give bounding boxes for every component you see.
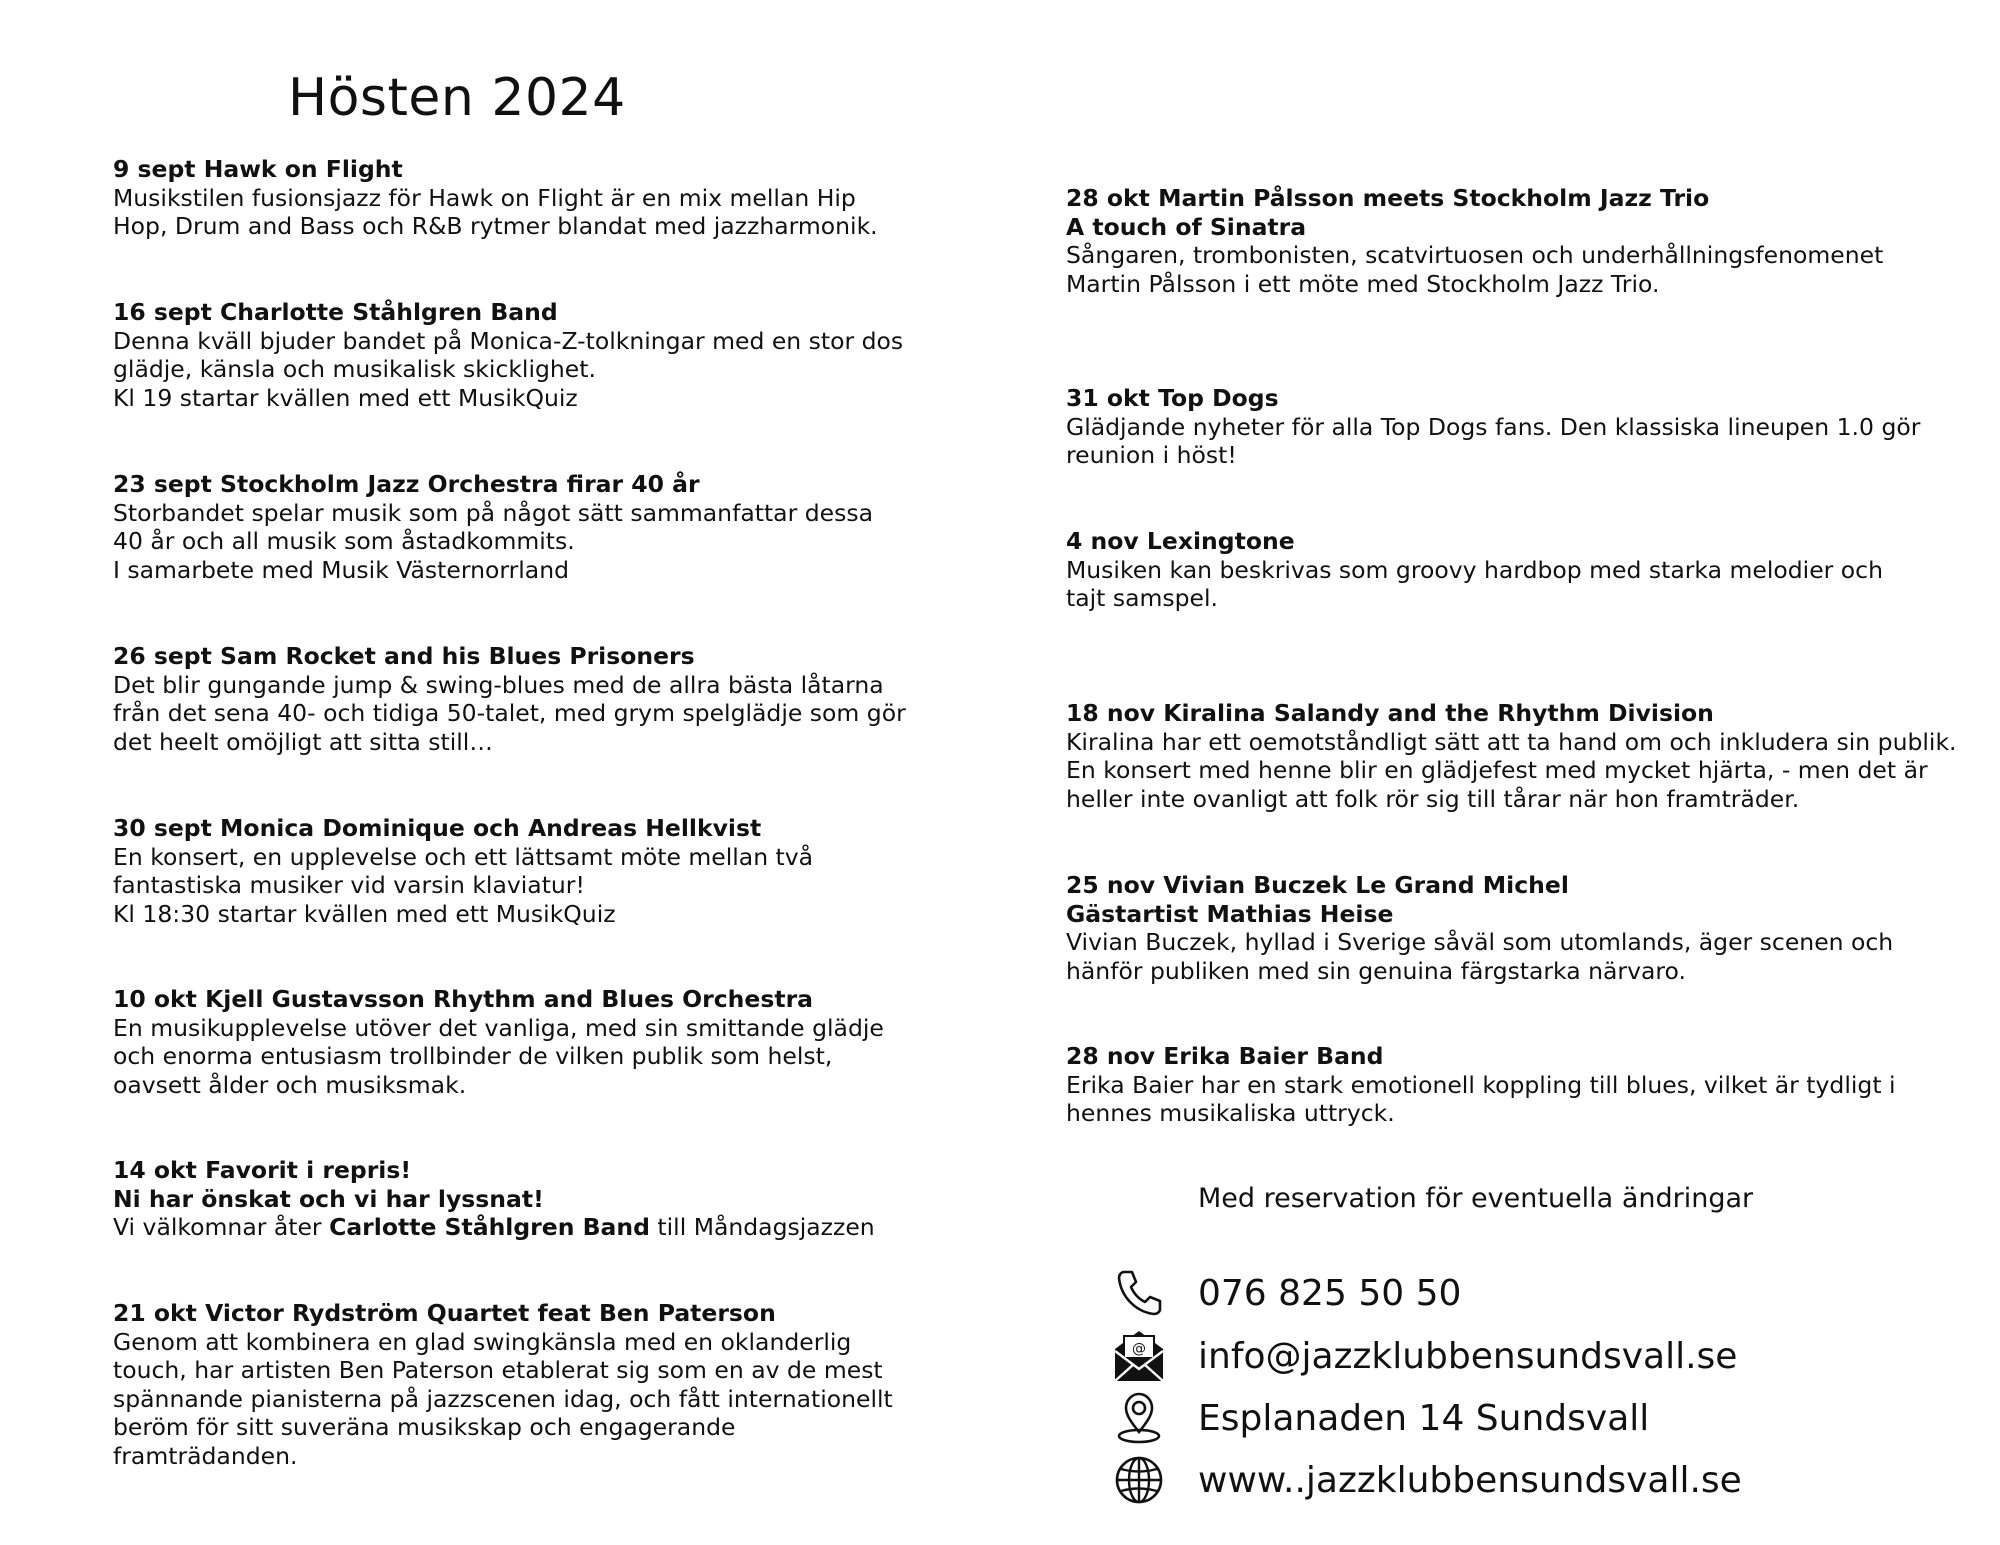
event-description-line: Vivian Buczek, hyllad i Sverige såväl som utomlands, äger scenen och <box>1066 928 1894 956</box>
street-address: Esplanaden 14 Sundsvall <box>1198 1397 1650 1439</box>
event-description-line: och enorma entusiasm trollbinder de vilken publik som helst, <box>113 1042 833 1070</box>
event-description-line: touch, har artisten Ben Paterson etablerat sig som en av de mest <box>113 1356 883 1384</box>
contact-phone <box>1110 1265 1810 1321</box>
event-description-line: det heelt omöjligt att sitta still… <box>113 727 493 756</box>
event-description-line: hennes musikaliska uttryck. <box>1066 1099 1395 1127</box>
event-title: 30 sept Monica Dominique och Andreas Hellkvist <box>113 814 762 842</box>
event-title: 16 sept Charlotte Ståhlgren Band <box>113 298 558 326</box>
event-description-line: reunion i höst! <box>1066 441 1237 469</box>
event-9-sept <box>113 155 1013 241</box>
event-18-nov <box>1066 699 2000 813</box>
event-description-line: Martin Pålsson i ett möte med Stockholm Jazz Trio. <box>1066 269 1660 298</box>
event-26-sept <box>113 642 1013 756</box>
phone-number[interactable]: 076 825 50 50 <box>1198 1272 1462 1314</box>
event-description-line: En konsert, en upplevelse och ett lättsamt möte mellan två <box>113 842 814 871</box>
text-segment: Vi välkomnar åter <box>113 1213 330 1241</box>
event-description-line: tajt samspel. <box>1066 584 1218 612</box>
event-description-line: spännande pianisterna på jazzscenen idag, och fått internationellt <box>113 1384 893 1413</box>
event-subtitle: Gästartist Mathias Heise <box>1066 899 1394 928</box>
event-description-line: Genom att kombinera en glad swingkänsla med en oklanderlig <box>113 1327 852 1356</box>
event-description-line: Musikstilen fusionsjazz för Hawk on Flight är en mix mellan Hip <box>113 183 856 212</box>
event-description-line <box>113 1213 1013 1242</box>
event-description-line: Kl 18:30 startar kvällen med ett MusikQuiz <box>113 899 616 928</box>
event-description-line: Storbandet spelar musik som på något sätt sammanfattar dessa <box>113 498 873 527</box>
contact-address <box>1110 1390 1810 1446</box>
event-description-line: En konsert med henne blir en glädjefest med mycket hjärta, - men det är <box>1066 756 1928 784</box>
event-title: 9 sept Hawk on Flight <box>113 155 403 183</box>
globe-icon <box>1110 1451 1168 1509</box>
contact-email <box>1110 1328 1810 1384</box>
event-title: 28 nov Erika Baier Band <box>1066 1042 1384 1070</box>
event-title: 4 nov Lexingtone <box>1066 527 1295 555</box>
reservation-note: Med reservation för eventuella ändringar <box>1198 1183 1754 1214</box>
contact-web <box>1110 1452 1810 1508</box>
phone-icon <box>1110 1264 1168 1322</box>
event-description-line: heller inte ovanligt att folk rör sig till tårar när hon framträder. <box>1066 784 1800 813</box>
event-title: 23 sept Stockholm Jazz Orchestra firar 40 år <box>113 470 700 498</box>
event-23-sept <box>113 470 1013 584</box>
location-pin-icon <box>1110 1389 1168 1447</box>
event-title: 10 okt Kjell Gustavsson Rhythm and Blues Orchestra <box>113 985 814 1013</box>
event-description-line: Kl 19 startar kvällen med ett MusikQuiz <box>113 383 578 412</box>
event-description-line: Kiralina har ett oemotståndligt sätt att ta hand om och inkludera sin publik. <box>1066 727 1957 756</box>
event-title: 21 okt Victor Rydström Quartet feat Ben Paterson <box>113 1299 776 1327</box>
event-description-line: hänför publiken med sin genuina färgstarka närvaro. <box>1066 956 1686 985</box>
event-10-okt <box>113 985 1013 1099</box>
event-description-line: beröm för sitt suveräna musikskap och engagerande <box>113 1413 736 1441</box>
event-description-line: En musikupplevelse utöver det vanliga, med sin smittande glädje <box>113 1013 884 1042</box>
event-description-line: Denna kväll bjuder bandet på Monica-Z-tolkningar med en stor dos <box>113 326 904 355</box>
text-segment: till Måndagsjazzen <box>649 1213 875 1241</box>
event-title: 28 okt Martin Pålsson meets Stockholm Jazz Trio <box>1066 184 1710 212</box>
website-url[interactable]: www..jazzklubbensundsvall.se <box>1198 1459 1742 1501</box>
event-4-nov <box>1066 527 2000 613</box>
email-address[interactable]: info@jazzklubbensundsvall.se <box>1198 1335 1738 1377</box>
event-description-line: Sångaren, trombonisten, scatvirtuosen och underhållningsfenomenet <box>1066 241 1884 269</box>
event-description-line: I samarbete med Musik Västernorrland <box>113 555 570 584</box>
event-title: 26 sept Sam Rocket and his Blues Prisoners <box>113 642 695 670</box>
event-31-okt <box>1066 384 2000 470</box>
band-name: Carlotte Ståhlgren Band <box>329 1213 650 1241</box>
event-30-sept <box>113 814 1013 928</box>
event-title: 14 okt Favorit i repris! <box>113 1156 412 1184</box>
page-title: Hösten 2024 <box>288 68 626 128</box>
event-description-line: 40 år och all musik som åstadkommits. <box>113 527 575 555</box>
event-28-nov <box>1066 1042 2000 1128</box>
event-16-sept <box>113 298 1013 412</box>
event-28-okt <box>1066 184 2000 298</box>
event-description-line: från det sena 40- och tidiga 50-talet, med grym spelglädje som gör <box>113 699 906 727</box>
event-description-line: Glädjande nyheter för alla Top Dogs fans. Den klassiska lineupen 1.0 gör <box>1066 412 1921 441</box>
event-title: 18 nov Kiralina Salandy and the Rhythm Division <box>1066 699 1714 727</box>
event-description-line: Musiken kan beskrivas som groovy hardbop med starka melodier och <box>1066 555 1883 584</box>
event-description-line: Erika Baier har en stark emotionell koppling till blues, vilket är tydligt i <box>1066 1070 1896 1099</box>
event-description-line: Det blir gungande jump & swing-blues med de allra bästa låtarna <box>113 670 884 699</box>
event-title: 25 nov Vivian Buczek Le Grand Michel <box>1066 871 1569 899</box>
event-title: 31 okt Top Dogs <box>1066 384 1279 412</box>
event-subtitle: Ni har önskat och vi har lyssnat! <box>113 1184 544 1213</box>
event-description-line: framträdanden. <box>113 1441 298 1470</box>
event-description-line: fantastiska musiker vid varsin klaviatur! <box>113 871 585 899</box>
event-description-line: oavsett ålder och musiksmak. <box>113 1070 467 1099</box>
svg-text:@: @ <box>1132 1341 1146 1357</box>
event-subtitle: A touch of Sinatra <box>1066 212 1307 241</box>
email-icon <box>1110 1327 1168 1385</box>
event-25-nov <box>1066 871 2000 985</box>
event-description-line: glädje, känsla och musikalisk skicklighet. <box>113 355 596 383</box>
event-14-okt <box>113 1156 1013 1242</box>
event-21-okt <box>113 1299 1013 1470</box>
event-description-line: Hop, Drum and Bass och R&B rytmer blandat med jazzharmonik. <box>113 212 878 240</box>
